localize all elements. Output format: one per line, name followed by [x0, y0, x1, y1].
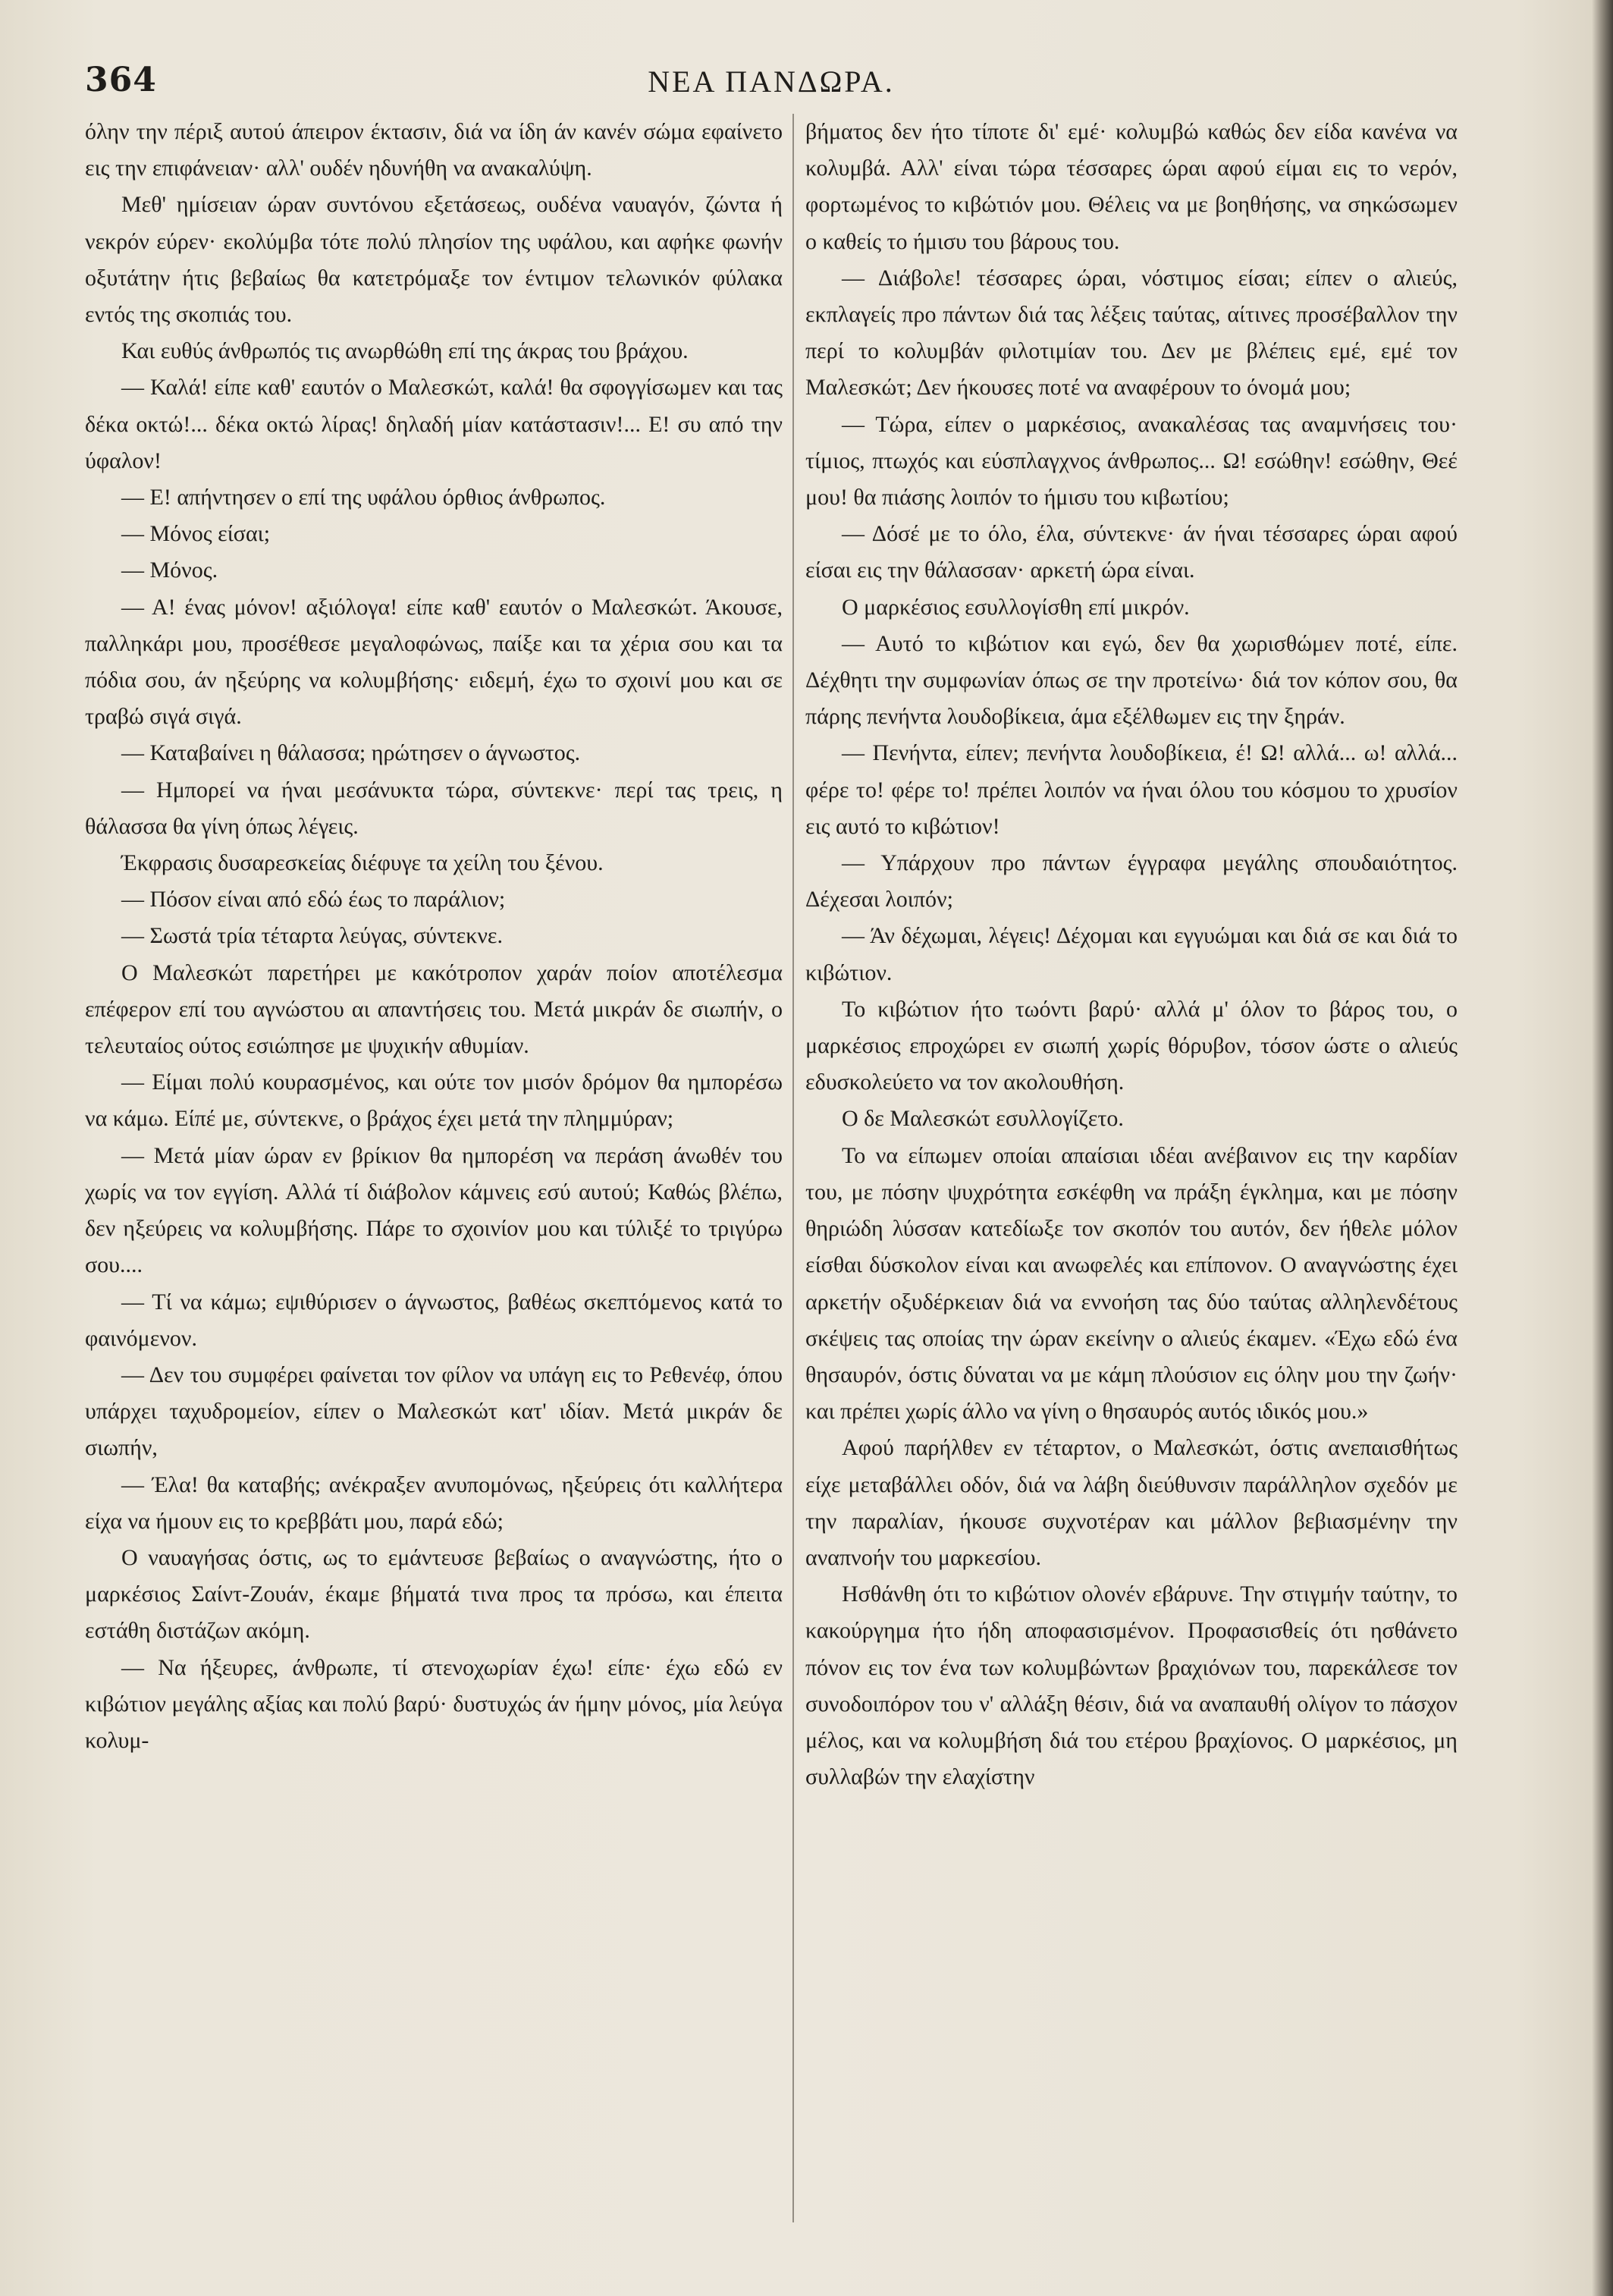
paragraph: — Καταβαίνει η θάλασσα; ηρώτησεν ο άγνωστος.: [121, 740, 581, 766]
paragraph: Μεθ' ημίσειαν ώραν συντόνου εξετάσεως, ουδένα ναυαγόν, ζώντα ή νεκρόν εύρεν· εκολύμβα τότε πολύ πλησίον της υφάλου, και αφήκε φωνήν οξυτάτην ήτις βεβαίως θα κατετρόμαξε τον έντιμον τελωνικόν φύλακα εντός της σκοπιάς του.: [85, 192, 783, 328]
paragraph: βήματος δεν ήτο τίποτε δι' εμέ· κολυμβώ καθώς δεν είδα κανένα να κολυμβά. Αλλ' είναι τώρα τέσσαρες ώραι αφού είμαι εις το νερόν, φορτωμένος το κιβώτιόν μου. Θέλεις να με βοηθήσης, να σηκώσωμεν ο καθείς το ήμισυ του βάρους του.: [805, 119, 1458, 254]
paragraph: — Δεν του συμφέρει φαίνεται τον φίλον να υπάγη εις το Ρεθενέφ, όπου υπάρχει ταχυδρομείον, είπεν ο Μαλεσκώτ κατ' ιδίαν. Μετά μικράν δε σιωπήν,: [85, 1362, 783, 1461]
paragraph: — Πενήντα, είπεν; πενήντα λουδοβίκεια, έ! Ω! αλλά... ω! αλλά... φέρε το! φέρε το! πρέπει λοιπόν να ήναι όλου του κόσμου το χρυσίον εις αυτό το κιβώτιον!: [805, 740, 1458, 839]
paragraph: — Αυτό το κιβώτιον και εγώ, δεν θα χωρισθώμεν ποτέ, είπε. Δέχθητι την συμφωνίαν όπως σε την προτείνω· διά τον κόπον σου, θα πάρης πενήντα λουδοβίκεια, άμα εξέλθωμεν εις την ξηράν.: [805, 630, 1458, 730]
page-edge-shadow: [1592, 0, 1613, 2296]
right-column: [805, 114, 1458, 1795]
paragraph: — Είμαι πολύ κουρασμένος, και ούτε τον μισόν δρόμον θα ημπορέσω να κάμω. Είπέ με, σύντεκνε, ο βράχος έχει μετά την πλημμύραν;: [85, 1069, 783, 1132]
paragraph: — Πόσον είναι από εδώ έως το παράλιον;: [121, 887, 506, 912]
paragraph: Και ευθύς άνθρωπός τις ανωρθώθη επί της άκρας του βράχου.: [121, 338, 689, 364]
paragraph: Το να είπωμεν οποίαι απαίσιαι ιδέαι ανέβαινον εις την καρδίαν του, με πόσην ψυχρότητα εσκέφθη να πράξη έγκλημα, και με πόσην θηριώδη λύσσαν κατεδίωξε τον σκοπόν του αυτόν, δεν ήθελε μόλον είσθαι δύσκολον είναι και ανωφελές και επίπονον. Ο αναγνώστης έχει αρκετήν οξυδέρκειαν διά να εννοήση τας δύο ταύτας αλληλενδέτους σκέψεις τας οποίας την ώραν εκείνην ο αλιεύς έκαμεν. «Έχω εδώ ένα θησαυρόν, όστις δύναται να με κάμη πλούσιον εις όλην μου την ζωήν· και πρέπει χωρίς άλλο να γίνη ο θησαυρός αυτός ιδικός μου.»: [805, 1142, 1458, 1424]
paragraph: Ο Μαλεσκώτ παρετήρει με κακότροπον χαράν ποίον αποτέλεσμα επέφερον επί του αγνώστου αι απαντήσεις του. Μετά μικράν δε σιωπήν, ο τελευταίος ούτος εσιώπησε με ψυχικήν αθυμίαν.: [85, 960, 783, 1059]
left-column: [85, 114, 783, 1759]
paragraph: όλην την πέριξ αυτού άπειρον έκτασιν, διά να ίδη άν κανέν σώμα εφαίνετο εις την επιφάνειαν· αλλ' ουδέν ηδυνήθη να ανακαλύψη.: [85, 119, 783, 181]
paragraph: Ο μαρκέσιος εσυλλογίσθη επί μικρόν.: [842, 594, 1190, 620]
page-number: 364: [85, 61, 157, 99]
paragraph: — Α! ένας μόνον! αξιόλογα! είπε καθ' εαυτόν ο Μαλεσκώτ. Άκουσε, παλληκάρι μου, προσέθεσε μεγαλοφώνως, παίξε και τα χέρια σου και τα πόδια σου, άν ηξεύρης να κολυμβήσης· ειδεμή, έχω το σχοινί μου και σε τραβώ σιγά σιγά.: [85, 594, 783, 730]
paragraph: — Σωστά τρία τέταρτα λεύγας, σύντεκνε.: [121, 923, 504, 949]
paragraph: Αφού παρήλθεν εν τέταρτον, ο Μαλεσκώτ, όστις ανεπαισθήτως είχε μεταβάλλει οδόν, διά να λάβη διεύθυνσιν παράλληλον σχεδόν με την παραλίαν, ήκουσε συχνοτέραν και μάλλον βεβιασμένην την αναπνοήν του μαρκεσίου.: [805, 1435, 1458, 1570]
paragraph: — Μόνος.: [121, 558, 218, 583]
column-divider: [792, 114, 794, 2222]
paragraph: — Μόνος είσαι;: [121, 521, 271, 547]
paragraph: — Τώρα, είπεν ο μαρκέσιος, ανακαλέσας τας αναμνήσεις του· τίμιος, πτωχός και εύσπλαγχνος άνθρωπος... Ω! εσώθην! εσώθην, Θεέ μου! θα πιάσης λοιπόν το ήμισυ του κιβωτίου;: [805, 411, 1458, 510]
paragraph: — Ε! απήντησεν ο επί της υφάλου όρθιος άνθρωπος.: [121, 485, 606, 510]
paragraph: Έκφρασις δυσαρεσκείας διέφυγε τα χείλη του ξένου.: [121, 850, 604, 876]
paragraph: Ο ναυαγήσας όστις, ως το εμάντευσε βεβαίως ο αναγνώστης, ήτο ο μαρκέσιος Σαίντ-Ζουάν, έκαμε βήματά τινα προς τα πρόσω, και έπειτα εστάθη διστάζων ακόμη.: [85, 1544, 783, 1644]
page-header: [85, 61, 1458, 106]
paragraph: — Να ήξευρες, άνθρωπε, τί στενοχωρίαν έχω! είπε· έχω εδώ εν κιβώτιον μεγάλης αξίας και πολύ βαρύ· δυστυχώς άν ήμην μόνος, μία λεύγα κολυμ-: [85, 1654, 783, 1753]
paragraph: — Δόσέ με το όλο, έλα, σύντεκνε· άν ήναι τέσσαρες ώραι αφού είσαι εις την θάλασσαν· αρκετή ώρα είναι.: [805, 521, 1458, 583]
paragraph: — Καλά! είπε καθ' εαυτόν ο Μαλεσκώτ, καλά! θα σφογγίσωμεν και τας δέκα οκτώ!... δέκα οκτώ λίρας! δηλαδή μίαν κατάστασιν!... Ε! συ από την ύφαλον!: [85, 375, 783, 473]
paragraph: — Μετά μίαν ώραν εν βρίκιον θα ημπορέση να περάση άνωθέν του χωρίς να τον εγγίση. Αλλά τί διάβολον κάμνεις εσύ αυτού; Καθώς βλέπω, δεν ηξεύρεις να κολυμβήσης. Πάρε το σχοινίον μου και τύλιξέ το τριγύρω σου....: [85, 1142, 783, 1278]
paragraph: Ησθάνθη ότι το κιβώτιον ολονέν εβάρυνε. Την στιγμήν ταύτην, το κακούργημα ήτο ήδη αποφασισμένον. Προφασισθείς ότι ησθάνετο πόνον εις τον ένα των κολυμβώντων βραχιόνων του, παρεκάλεσε τον συνοδοιπόρον του ν' αλλάξη θέσιν, διά να αναπαυθή ολίγον το πάσχον μέλος, και να κολυμβήση διά του ετέρου βραχίονος. Ο μαρκέσιος, μη συλλαβών την ελαχίστην: [805, 1581, 1458, 1790]
paragraph: Το κιβώτιον ήτο τωόντι βαρύ· αλλά μ' όλον το βάρος του, ο μαρκέσιος επροχώρει εν σιωπή χωρίς θόρυβον, τόσον ώστε ο αλιεύς εδυσκολεύετο να τον ακολουθήση.: [805, 996, 1458, 1095]
paragraph: — Υπάρχουν προ πάντων έγγραφα μεγάλης σπουδαιότητος. Δέχεσαι λοιπόν;: [805, 850, 1458, 912]
paragraph: — Άν δέχωμαι, λέγεις! Δέχομαι και εγγυώμαι και διά σε και διά το κιβώτιον.: [805, 923, 1458, 985]
paragraph: — Διάβολε! τέσσαρες ώραι, νόστιμος είσαι; είπεν ο αλιεύς, εκπλαγείς προ πάντων διά τας λέξεις ταύτας, αίτινες προσέβαλλον την περί το κολυμβάν φιλοτιμίαν του. Δεν με βλέπεις εμέ, εμέ τον Μαλεσκώτ; Δεν ήκουσες ποτέ να αναφέρουν το όνομά μου;: [805, 265, 1458, 400]
running-title: ΝΕΑ ΠΑΝΔΩΡΑ.: [648, 64, 895, 99]
paragraph: — Τί να κάμω; εψιθύρισεν ο άγνωστος, βαθέως σκεπτόμενος κατά το φαινόμενον.: [85, 1289, 783, 1351]
paragraph: — Έλα! θα καταβής; ανέκραξεν ανυπομόνως, ηξεύρεις ότι καλλήτερα είχα να ήμουν εις το κρεββάτι μου, παρά εδώ;: [85, 1472, 783, 1534]
paragraph: — Ημπορεί να ήναι μεσάνυκτα τώρα, σύντεκνε· περί τας τρεις, η θάλασσα θα γίνη όπως λέγεις.: [85, 777, 783, 839]
paragraph: Ο δε Μαλεσκώτ εσυλλογίζετο.: [842, 1106, 1124, 1132]
